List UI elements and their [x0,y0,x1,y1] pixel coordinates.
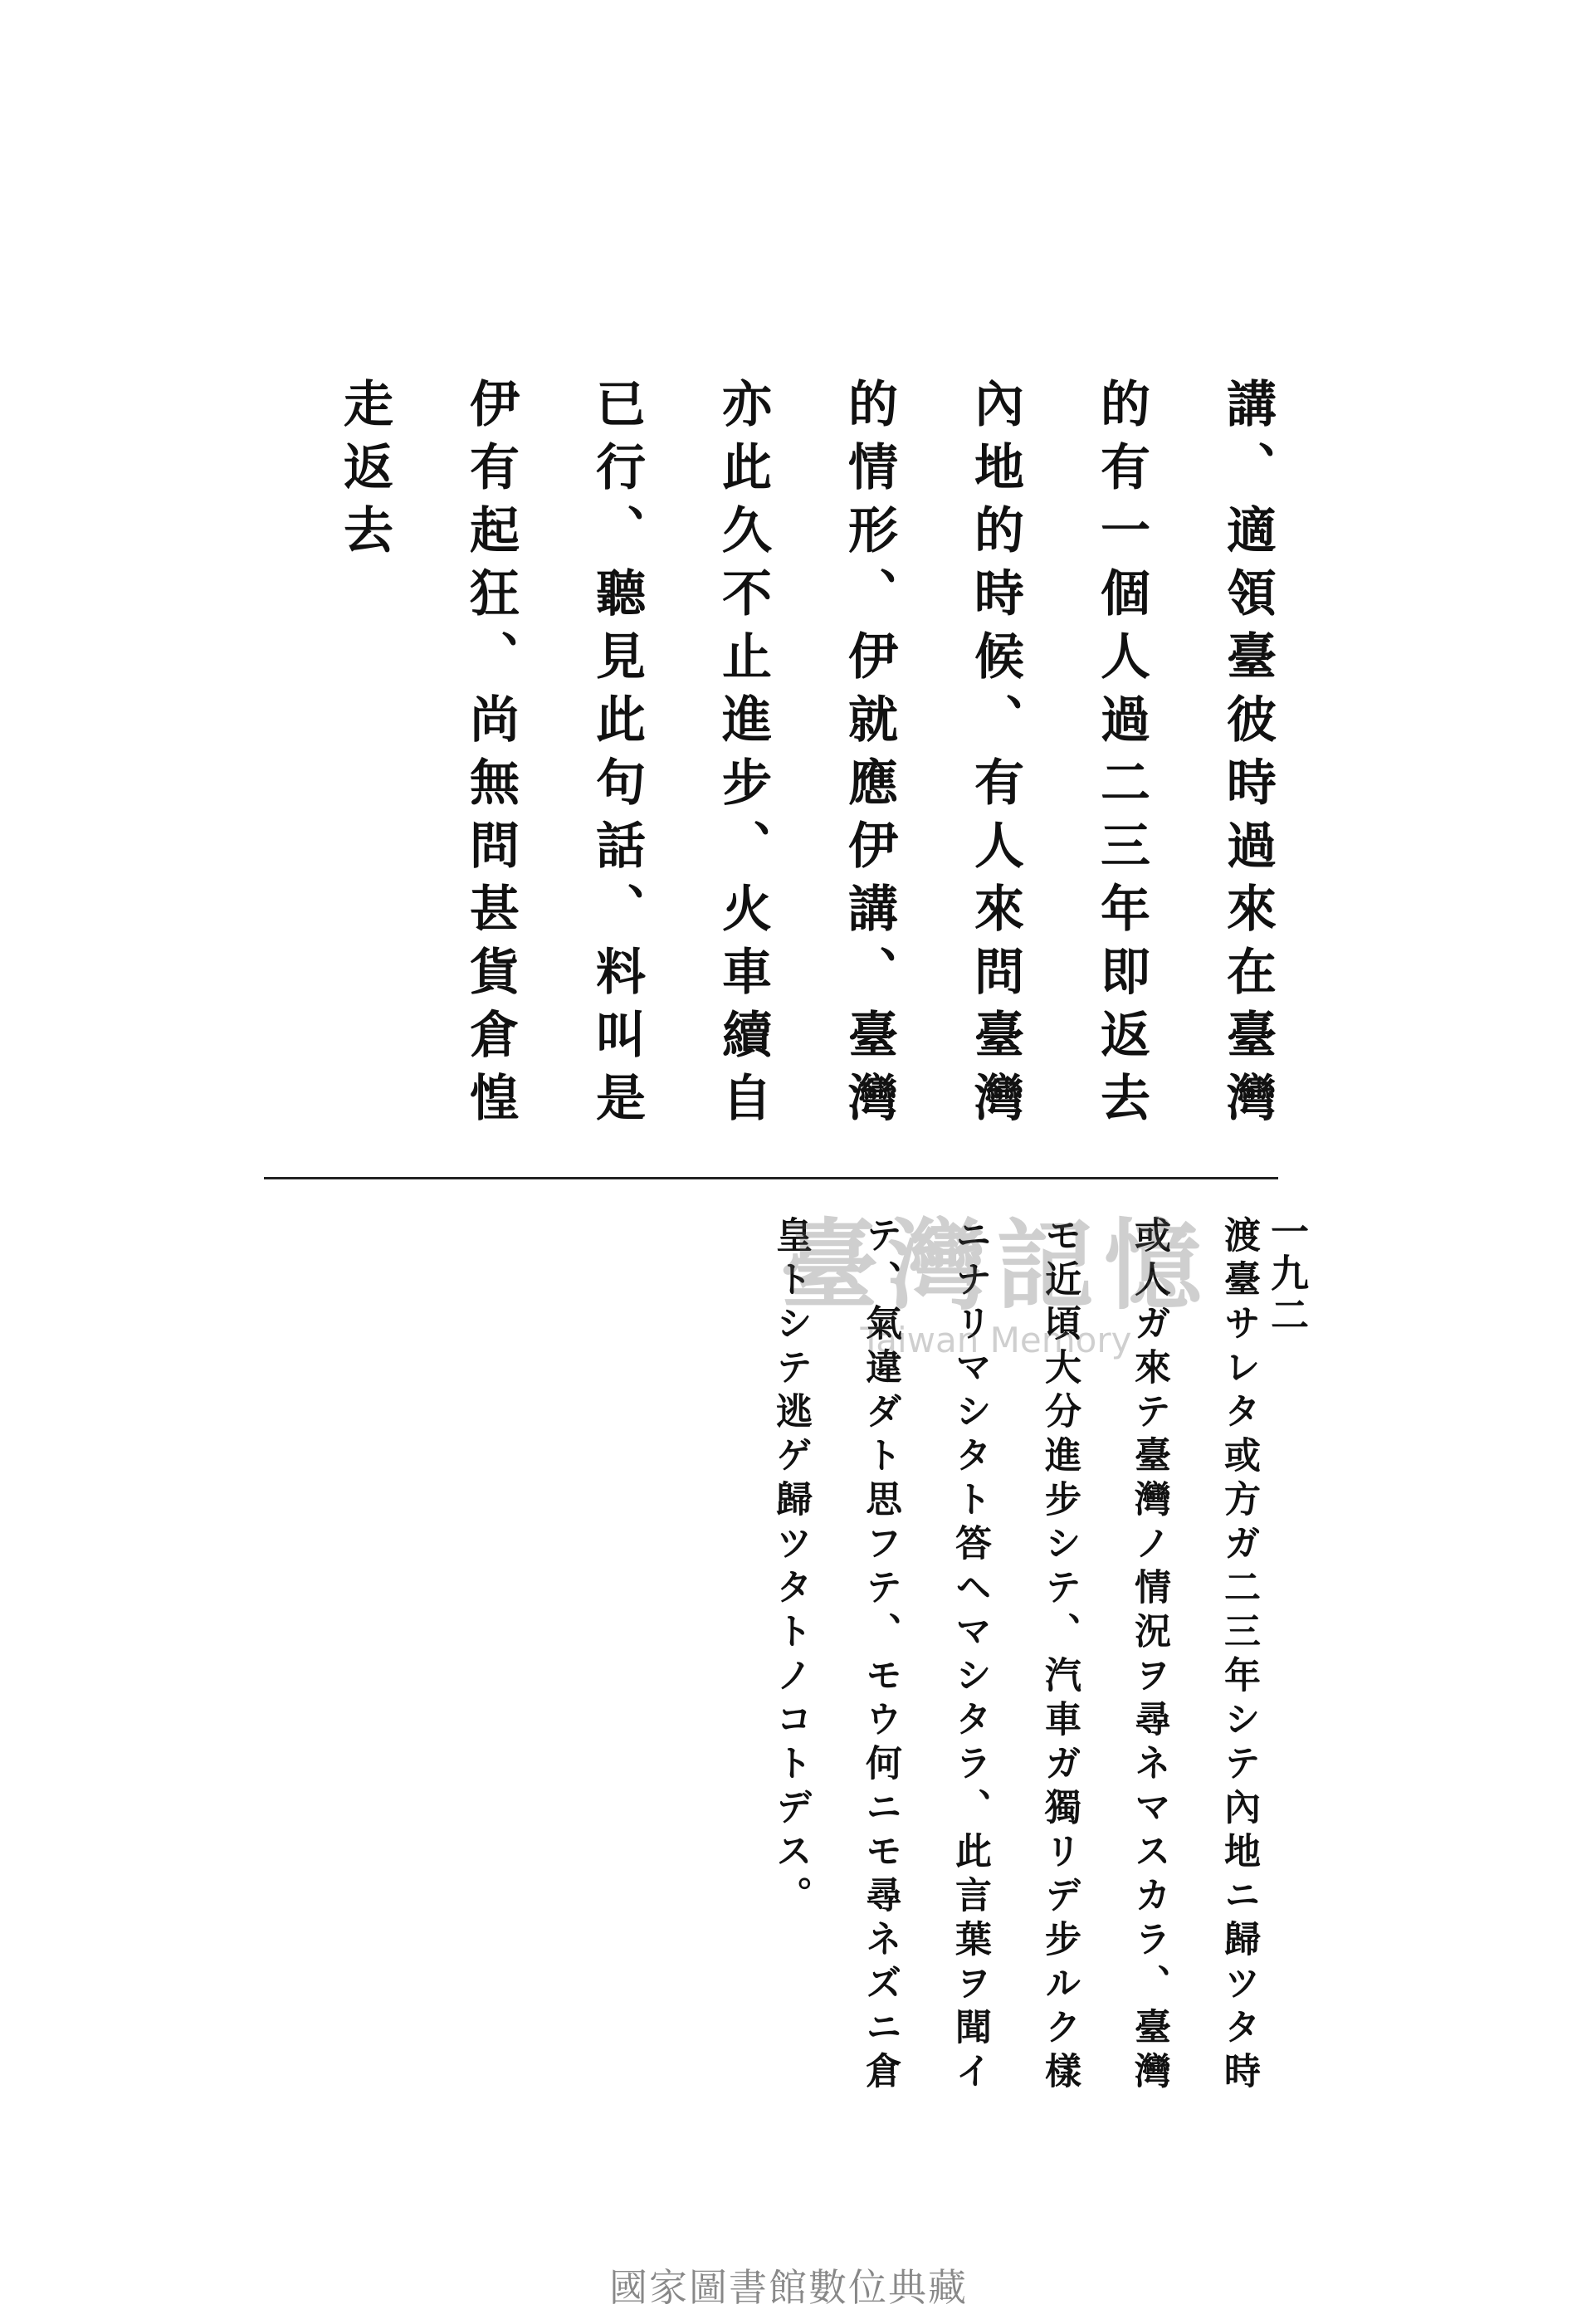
text-column: 內地的時候、有人來問臺灣 [966,378,1024,1135]
text-column: 的有一個人過二三年即返去 [1092,378,1150,1135]
text-column: 伊有起狂、尚無問甚貨倉惶 [461,378,520,1135]
lower-text-block [531,1216,1262,2096]
translation-column: モ近頃大分進步シテ、汽車ガ獨リデ步ルク樣 [1038,1216,1081,2096]
translation-column: テ、氣違ダト思フテ、モウ何ニモ尋ネズニ倉 [859,1216,901,2096]
watermark-subtitle: Taiwan Memory [860,1320,1132,1360]
text-column: 講、適領臺彼時過來在臺灣 [1218,378,1277,1135]
translation-column: 或人ガ來テ臺灣ノ情況ヲ尋ネマスカラ、臺灣 [1128,1216,1170,2096]
text-column: 已行、聽見此句話、料叫是 [588,378,646,1135]
section-divider [264,1177,1278,1179]
text-column: 亦此久不止進步、火車續自 [714,378,772,1135]
translation-column: 皇トシテ逃ゲ歸ツタトノコトデス。 [769,1216,812,1920]
page-number: 一九二 [1265,1212,1310,1336]
translation-column: ニナリマシタト答ヘマシタラ、此言葉ヲ聞イ [949,1216,991,2096]
text-column: 的情形、伊就應伊講、臺灣 [840,378,898,1135]
watermark-title: 臺灣記憶 [780,1208,1213,1323]
text-column: 走返去 [335,378,393,567]
translation-column: 渡臺サレタ或方ガ二三年シテ內地ニ歸ツタ時 [1218,1216,1260,2096]
footer-credit: 國家圖書館數位典藏 [609,2265,968,2310]
upper-text-block [299,378,1278,1135]
